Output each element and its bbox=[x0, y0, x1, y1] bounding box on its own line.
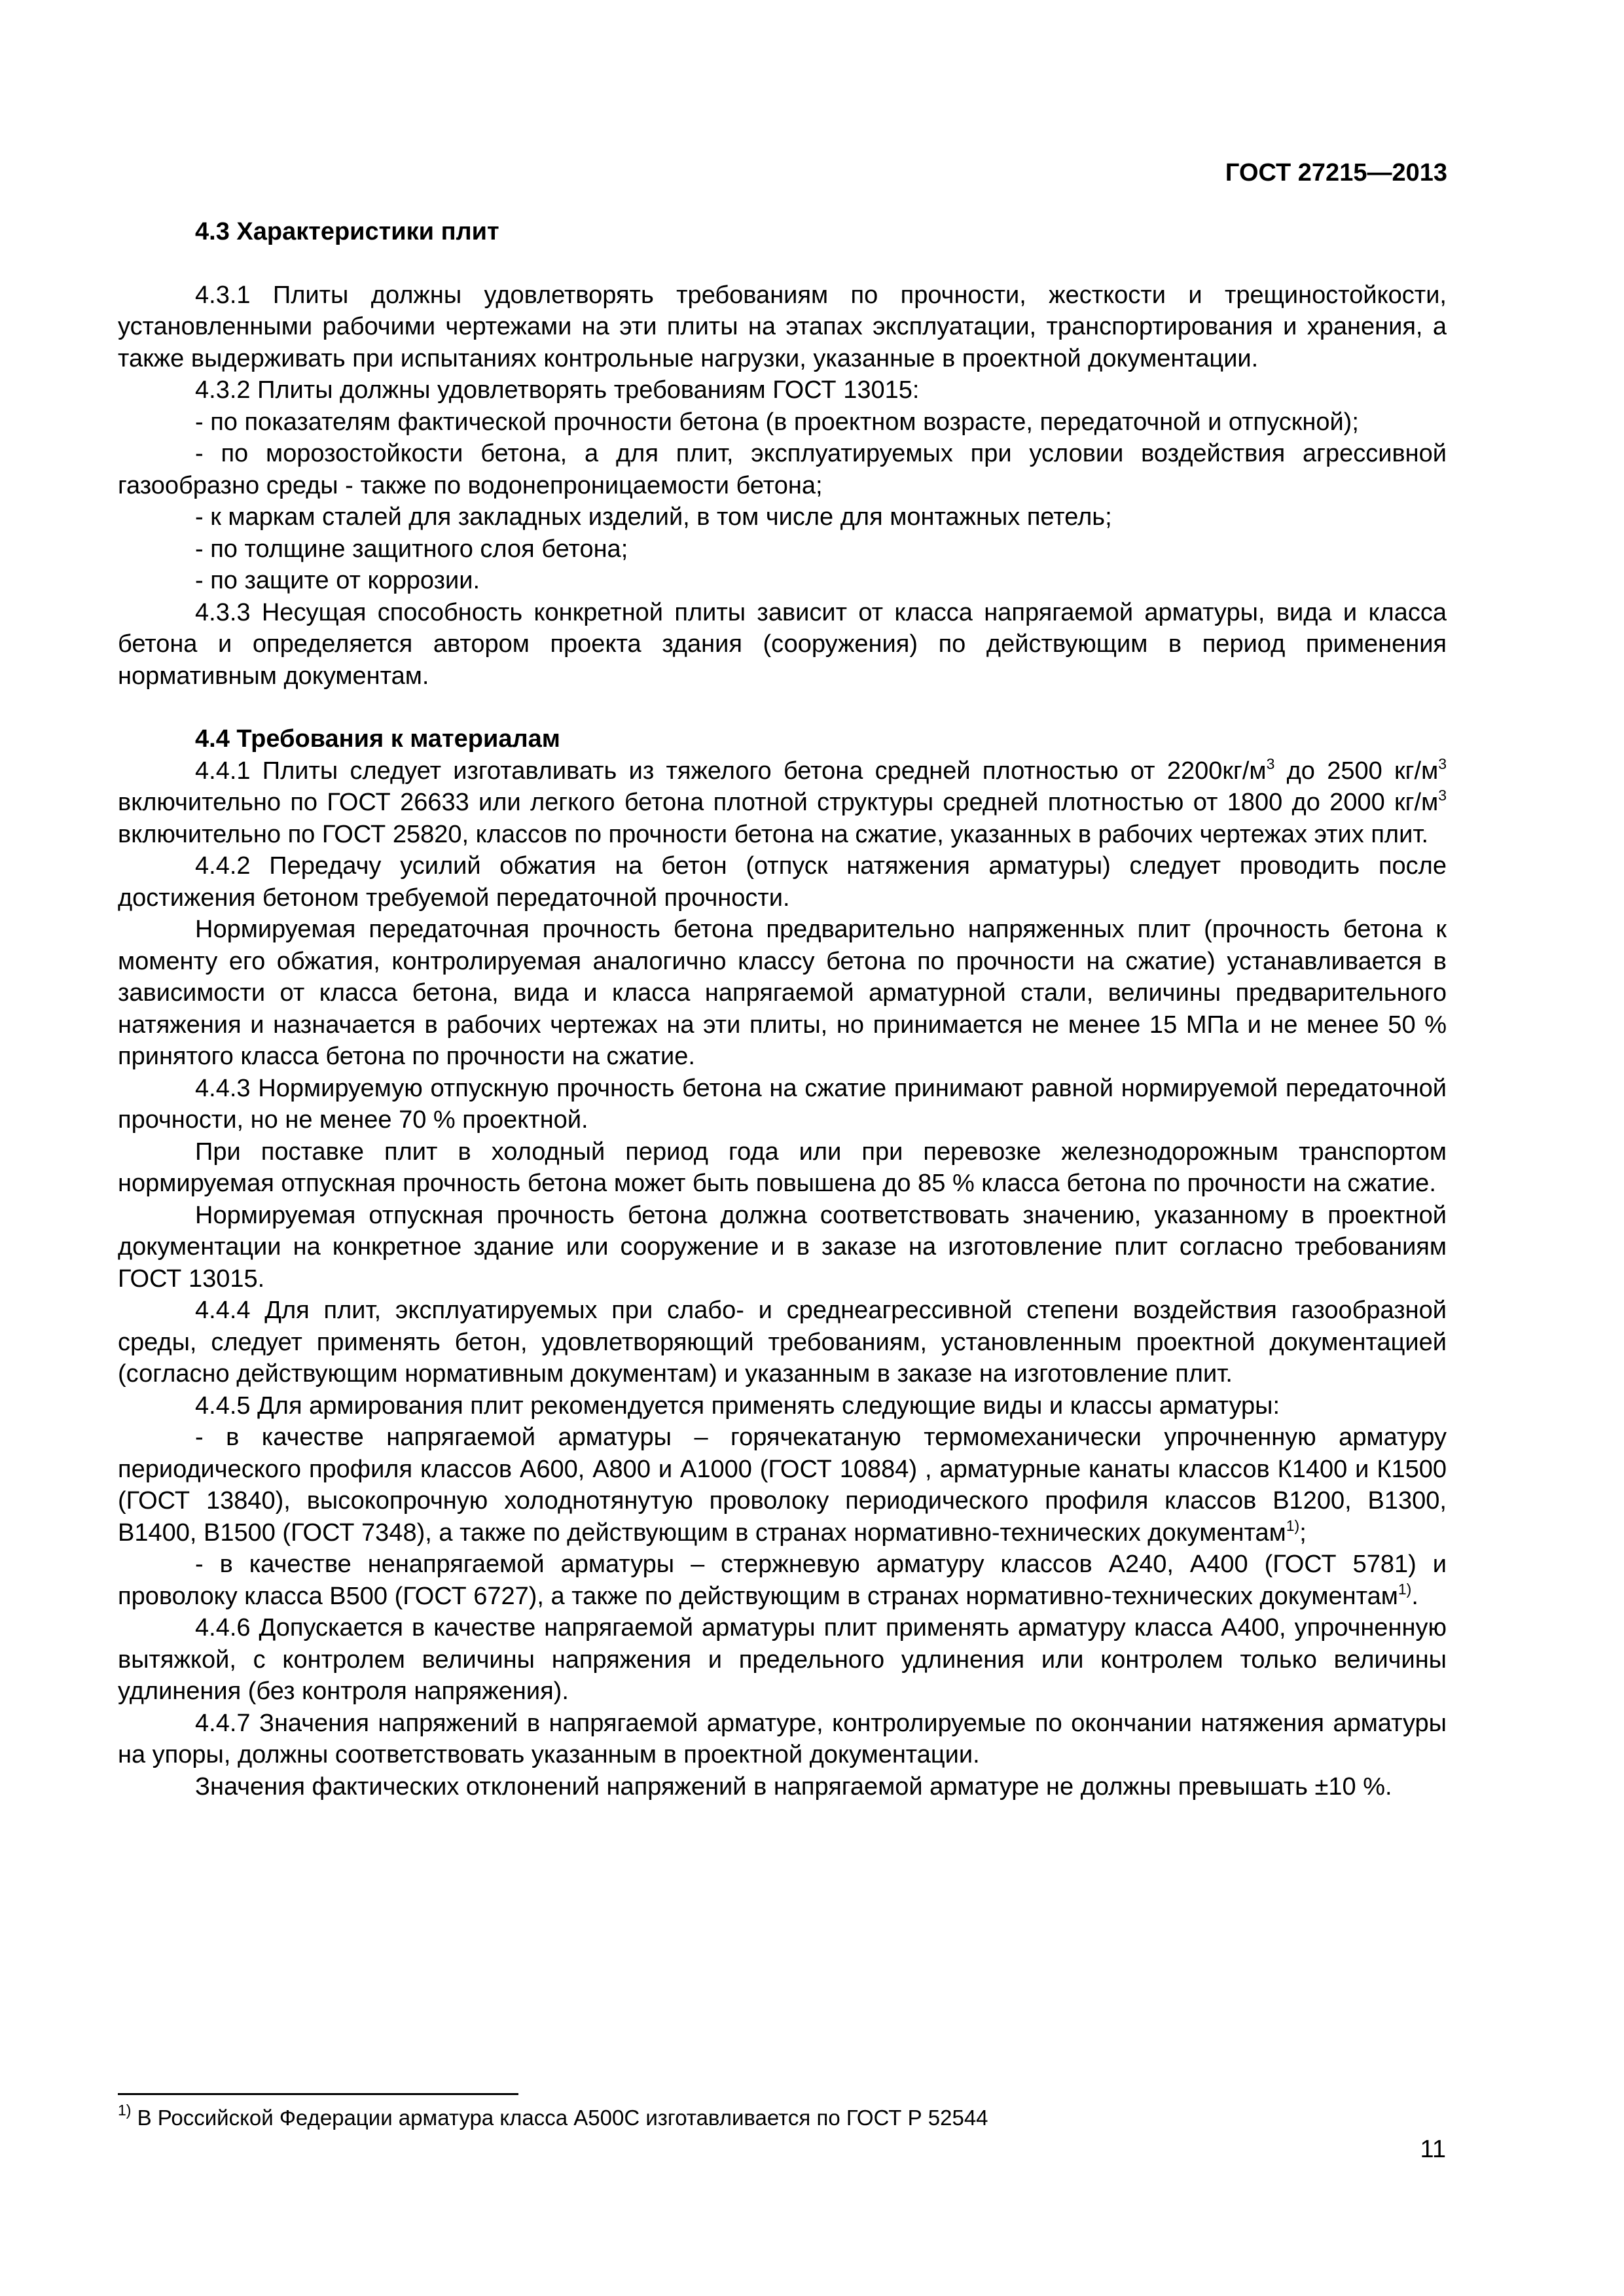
paragraph-4-4-7: 4.4.7 Значения напряжений в напрягаемой арматуре, контролируемые по окончании натяжения арматуры на упоры, должны соответствовать указанным в проектной документации. bbox=[118, 1709, 1447, 1768]
superscript: 3 bbox=[1438, 787, 1447, 804]
list-item: - по показателям фактической прочности бетона (в проектном возрасте, передаточной и отпускной); bbox=[195, 408, 1359, 436]
document-header-id: ГОСТ 27215—2013 bbox=[1225, 159, 1447, 187]
paragraph-text: включительно по ГОСТ 25820, классов по прочности бетона на сжатие, указанных в рабочих чертежах этих плит. bbox=[118, 820, 1429, 848]
list-item: - к маркам сталей для закладных изделий, в том числе для монтажных петель; bbox=[195, 503, 1112, 531]
list-item bbox=[118, 1422, 1447, 1549]
footnote-separator bbox=[118, 2093, 518, 2095]
paragraph-4-4-4: 4.4.4 Для плит, эксплуатируемых при слабо- и среднеагрессивной степени воздействия газообразной среды, следует применять бетон, удовлетворяющий требованиям, установленным проектной документацией (согласно действующим нормативным документам) и указанным в заказе на изготовление плит. bbox=[118, 1297, 1447, 1388]
paragraph-4-3-2: 4.3.2 Плиты должны удовлетворять требованиям ГОСТ 13015: bbox=[195, 376, 920, 404]
paragraph-text: включительно по ГОСТ 26633 или легкого бетона плотной структуры средней плотностью от 1800 до 2000 кг/м bbox=[118, 789, 1439, 816]
footnote-text: В Российской Федерации арматура класса А500С изготавливается по ГОСТ Р 52544 bbox=[131, 2106, 988, 2130]
page-number: 11 bbox=[1420, 2136, 1446, 2163]
section-heading-4-3: 4.3 Характеристики плит bbox=[195, 218, 499, 245]
paragraph-4-4-1 bbox=[118, 755, 1447, 851]
superscript: 3 bbox=[1266, 755, 1275, 772]
list-item: - по толщине защитного слоя бетона; bbox=[195, 535, 628, 563]
paragraph: Нормируемая передаточная прочность бетона предварительно напряженных плит (прочность бетона к моменту его обжатия, контролируемая аналогично классу бетона по прочности на сжатие) устанавливается в зависимости от класса бетона, вида и класса напрягаемой арматурной стали, величины предварительного натяжения и назначается в рабочих чертежах на эти плиты, но принимается не менее 15 МПа и не менее 50 % принятого класса бетона по прочности на сжатие. bbox=[118, 916, 1447, 1070]
paragraph-4-4-5: 4.4.5 Для армирования плит рекомендуется применять следующие виды и классы арматуры: bbox=[195, 1391, 1280, 1420]
paragraph-text: . bbox=[1411, 1582, 1418, 1610]
footnote-reference: 1) bbox=[1286, 1516, 1300, 1534]
paragraph: Значения фактических отклонений напряжений в напрягаемой арматуре не должны превышать ±10 %. bbox=[195, 1772, 1392, 1801]
paragraph-4-3-3: 4.3.3 Несущая способность конкретной плиты зависит от класса напрягаемой арматуры, вида и класса бетона и определяется автором проекта здания (сооружения) по действующим в период применения нормативным документам. bbox=[118, 598, 1447, 690]
document-body bbox=[118, 216, 1447, 1803]
paragraph-text: - в качестве напрягаемой арматуры – горячекатаную термомеханически упрочненную арматуру периодического профиля классов А600, А800 и А1000 (ГОСТ 10884) , арматурные канаты классов К1400 и К1500 (ГОСТ 13840), высокопрочную холоднотянутую проволоку периодического профиля классов В1200, В1300, В1400, В1500 (ГОСТ 7348), а также по действующим в странах нормативно-технических документам bbox=[118, 1424, 1447, 1547]
footnote bbox=[118, 2104, 1447, 2132]
paragraph-4-3-1: 4.3.1 Плиты должны удовлетворять требованиям по прочности, жесткости и трещиностойкости, установленными рабочими чертежами на эти плиты на этапах эксплуатации, транспортирования и хранения, а также выдерживать при испытаниях контрольные нагрузки, указанные в проектной документации. bbox=[118, 281, 1447, 372]
section-heading-4-4: 4.4 Требования к материалам bbox=[195, 725, 560, 753]
footnote-reference: 1) bbox=[1398, 1580, 1412, 1598]
paragraph-text: до 2500 кг/м bbox=[1274, 757, 1439, 785]
list-item: - по морозостойкости бетона, а для плит, эксплуатируемых при условии воздействия агрессивной газообразно среды - также по водонепроницаемости бетона; bbox=[118, 440, 1447, 499]
footnote-mark: 1) bbox=[118, 2102, 132, 2119]
superscript: 3 bbox=[1438, 755, 1447, 772]
paragraph-4-4-6: 4.4.6 Допускается в качестве напрягаемой арматуры плит применять арматуру класса А400, упрочненную вытяжкой, с контролем величины напряжения и предельного удлинения или контролем только величины удлинения (без контроля напряжения). bbox=[118, 1614, 1447, 1705]
paragraph-text: 4.4.1 Плиты следует изготавливать из тяжелого бетона средней плотностью от 2200кг/м bbox=[195, 757, 1267, 785]
paragraph-4-4-3: 4.4.3 Нормируемую отпускную прочность бетона на сжатие принимают равной нормируемой передаточной прочности, но не менее 70 % проектной. bbox=[118, 1074, 1447, 1134]
paragraph: Нормируемая отпускная прочность бетона должна соответствовать значению, указанному в проектной документации на конкретное здание или сооружение и в заказе на изготовление плит согласно требованиям ГОСТ 13015. bbox=[118, 1201, 1447, 1293]
list-item: - по защите от коррозии. bbox=[195, 567, 480, 594]
list-item bbox=[118, 1549, 1447, 1612]
paragraph: При поставке плит в холодный период года или при перевозке железнодорожным транспортом нормируемая отпускная прочность бетона может быть повышена до 85 % класса бетона по прочности на сжатие. bbox=[118, 1138, 1447, 1197]
paragraph-text: - в качестве ненапрягаемой арматуры – стержневую арматуру классов А240, А400 (ГОСТ 5781) и проволоку класса В500 (ГОСТ 6727), а также по действующим в странах нормативно-технических документам bbox=[118, 1551, 1447, 1610]
paragraph-text: ; bbox=[1299, 1518, 1307, 1547]
paragraph-4-4-2: 4.4.2 Передачу усилий обжатия на бетон (отпуск натяжения арматуры) следует проводить после достижения бетоном требуемой передаточной прочности. bbox=[118, 852, 1447, 912]
